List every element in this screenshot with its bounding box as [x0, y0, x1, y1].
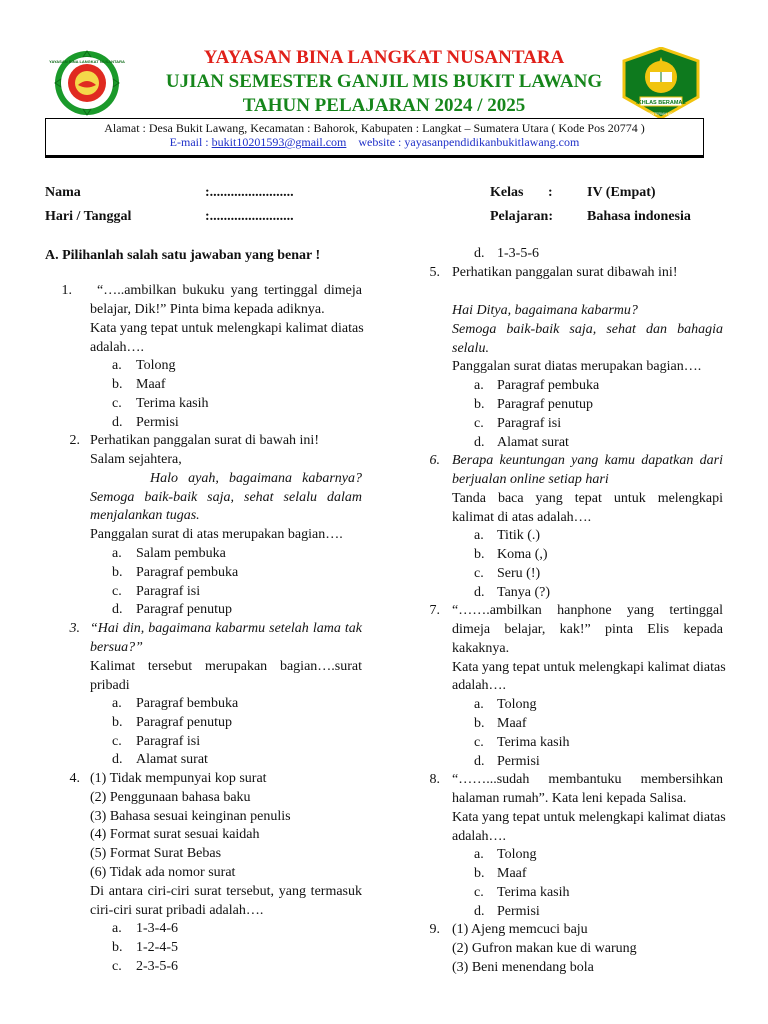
option-letter: d.	[474, 246, 485, 261]
option-letter: c.	[474, 735, 484, 750]
criteria-item: (6) Tidak ada nomor surat	[90, 865, 236, 880]
option-letter: b.	[112, 565, 123, 580]
option-text[interactable]: Paragraf bembuka	[136, 696, 239, 711]
email-link[interactable]: bukit10201593@gmail.com	[211, 135, 347, 149]
option-text[interactable]: Alamat surat	[497, 435, 569, 450]
website-text: website : yayasanpendidikanbukitlawang.com	[358, 135, 580, 149]
academic-year: TAHUN PELAJARAN 2024 / 2025	[242, 95, 526, 116]
question-text: menjalankan tugas.	[90, 508, 200, 523]
option-text[interactable]: Terima kasih	[497, 735, 570, 750]
option-text[interactable]: Terima kasih	[497, 885, 570, 900]
option-text[interactable]: Salam pembuka	[136, 546, 226, 561]
option-text[interactable]: Koma (,)	[497, 547, 548, 562]
option-letter: c.	[474, 416, 484, 431]
option-text[interactable]: 1-3-5-6	[497, 246, 539, 261]
question-text: ciri-ciri surat pribadi adalah….	[90, 903, 264, 918]
question-text: Berapa keuntungan yang kamu dapatkan dari	[452, 453, 723, 468]
question-text: halaman rumah”. Kata leni kepada Salisa.	[452, 791, 687, 806]
question-number: 1.	[61, 283, 72, 298]
option-letter: d.	[112, 602, 123, 617]
criteria-item: (2) Penggunaan bahasa baku	[90, 790, 251, 805]
class-label: Kelas	[490, 185, 524, 200]
option-text[interactable]: Paragraf isi	[497, 416, 562, 431]
option-letter: b.	[474, 716, 485, 731]
question-text: Hai Ditya, bagaimana kabarmu?	[452, 303, 638, 318]
question-text: Kata yang tepat untuk melengkapi kalimat diatas	[90, 321, 364, 336]
option-letter: a.	[112, 921, 122, 936]
option-letter: b.	[474, 547, 485, 562]
question-number: 3.	[69, 621, 80, 636]
option-letter: b.	[112, 377, 123, 392]
option-text[interactable]: Tolong	[497, 697, 537, 712]
name-field[interactable]: :........................	[205, 185, 294, 200]
question-number: 8.	[429, 772, 440, 787]
option-text[interactable]: Seru (!)	[497, 566, 541, 581]
question-text: Di antara ciri-ciri surat tersebut, yang termasuk	[90, 884, 362, 899]
option-letter: a.	[474, 697, 484, 712]
option-letter: d.	[112, 752, 123, 767]
question-number: 5.	[429, 265, 440, 280]
option-text[interactable]: 1-3-4-6	[136, 921, 178, 936]
option-text[interactable]: Paragraf isi	[136, 734, 201, 749]
question-number: 7.	[429, 603, 440, 618]
option-letter: c.	[112, 584, 122, 599]
address-line: Alamat : Desa Bukit Lawang, Kecamatan : Bahorok, Kabupaten : Langkat – Sumatera Utara ( Kode Pos 20774 )	[104, 121, 645, 135]
contact-line	[46, 135, 703, 149]
email-label: E-mail :	[169, 135, 212, 149]
option-letter: b.	[112, 940, 123, 955]
option-letter: b.	[112, 715, 123, 730]
option-text[interactable]: Permisi	[136, 415, 179, 430]
question-text: pribadi	[90, 678, 130, 693]
option-letter: a.	[112, 546, 122, 561]
question-text: “Hai din, bagaimana kabarmu setelah lama tak	[90, 621, 362, 636]
question-text: bersua?”	[90, 640, 143, 655]
question-text: selalu.	[452, 341, 489, 356]
question-number: 4.	[69, 771, 80, 786]
statement-item: (3) Beni menendang bola	[452, 960, 594, 975]
criteria-item: (3) Bahasa sesuai keinginan penulis	[90, 809, 291, 824]
question-text: “…..ambilkan bukuku yang tertinggal dimeja	[97, 283, 362, 298]
subject-value: Bahasa indonesia	[587, 209, 691, 224]
question-text: “……...sudah membantuku membersihkan	[452, 772, 723, 787]
option-letter: d.	[474, 585, 485, 600]
option-letter: c.	[112, 734, 122, 749]
statement-item: (2) Gufron makan kue di warung	[452, 941, 637, 956]
option-letter: c.	[112, 959, 122, 974]
question-text: “…….ambilkan hanphone yang tertinggal	[452, 603, 723, 618]
option-letter: c.	[474, 566, 484, 581]
foundation-title: YAYASAN BINA LANGKAT NUSANTARA	[203, 47, 565, 68]
criteria-item: (5) Format Surat Bebas	[90, 846, 222, 861]
option-text[interactable]: Titik (.)	[497, 528, 541, 543]
statement-item: (1) Ajeng memcuci baju	[452, 922, 588, 937]
option-letter: d.	[112, 415, 123, 430]
question-text: Halo ayah, bagaimana kabarnya?	[150, 471, 362, 486]
date-field[interactable]: :........................	[205, 209, 294, 224]
question-number: 2.	[69, 433, 80, 448]
address-box	[45, 118, 704, 156]
class-separator: :	[548, 185, 553, 200]
option-letter: b.	[474, 397, 485, 412]
question-text: adalah….	[90, 340, 145, 355]
option-text[interactable]: Paragraf penutup	[136, 602, 233, 617]
question-text: Salam sejahtera,	[90, 452, 182, 467]
question-text: kalimat di atas adalah….	[452, 510, 592, 525]
option-text[interactable]: 2-3-5-6	[136, 959, 178, 974]
option-letter: b.	[474, 866, 485, 881]
question-text: Panggalan surat di atas merupakan bagian….	[90, 527, 343, 542]
question-text: dimeja belajar, kak!” pinta Elis kepada	[452, 622, 723, 637]
option-text[interactable]: Maaf	[136, 377, 166, 392]
question-text: Semoga baik-baik saja, sehat selalu dalam	[90, 490, 362, 505]
option-letter: a.	[112, 696, 122, 711]
option-text[interactable]: Terima kasih	[136, 396, 209, 411]
question-number: 6.	[429, 453, 440, 468]
ministry-logo-ribbon: IKHLAS BERAMAL	[636, 100, 686, 106]
subject-label: Pelajaran:	[490, 209, 553, 224]
question-text: adalah….	[452, 678, 507, 693]
option-text[interactable]: Maaf	[497, 716, 527, 731]
question-text: Kata yang tepat untuk melengkapi kalimat diatas	[452, 810, 726, 825]
option-text[interactable]: Paragraf isi	[136, 584, 201, 599]
option-letter: a.	[112, 358, 122, 373]
option-text[interactable]: 1-2-4-5	[136, 940, 178, 955]
criteria-item: (1) Tidak mempunyai kop surat	[90, 771, 267, 786]
option-text[interactable]: Tolong	[136, 358, 176, 373]
ministry-logo-text: KEMENTERIAN AGAMA	[641, 112, 681, 116]
option-letter: a.	[474, 378, 484, 393]
option-text[interactable]: Paragraf penutup	[136, 715, 233, 730]
option-letter: d.	[474, 435, 485, 450]
question-text: Tanda baca yang tepat untuk melengkapi	[452, 491, 723, 506]
question-text: kakaknya.	[452, 641, 510, 656]
option-text[interactable]: Paragraf pembuka	[497, 378, 600, 393]
question-text: Kalimat tersebut merupakan bagian….surat	[90, 659, 362, 674]
header-divider	[45, 156, 704, 158]
option-text[interactable]: Maaf	[497, 866, 527, 881]
option-letter: a.	[474, 847, 484, 862]
option-text[interactable]: Permisi	[497, 754, 540, 769]
question-text: Perhatikan panggalan surat dibawah ini!	[452, 265, 678, 280]
question-text: Perhatikan panggalan surat di bawah ini!	[90, 433, 319, 448]
option-text[interactable]: Paragraf penutup	[497, 397, 594, 412]
exam-title: UJIAN SEMESTER GANJIL MIS BUKIT LAWANG	[165, 71, 603, 92]
date-label: Hari / Tanggal	[45, 209, 132, 224]
question-text: Semoga baik-baik saja, sehat dan bahagia	[452, 322, 723, 337]
option-text[interactable]: Permisi	[497, 904, 540, 919]
option-letter: a.	[474, 528, 484, 543]
option-letter: c.	[474, 885, 484, 900]
criteria-item: (4) Format surat sesuai kaidah	[90, 827, 260, 842]
option-letter: d.	[474, 754, 485, 769]
option-letter: d.	[474, 904, 485, 919]
question-text: berjualan online setiap hari	[452, 472, 609, 487]
question-text: Panggalan surat diatas merupakan bagian….	[452, 359, 702, 374]
question-number: 9.	[429, 922, 440, 937]
foundation-logo-text: YAYASAN BINA LANGKAT NUSANTARA	[49, 59, 125, 64]
name-label: Nama	[45, 185, 81, 200]
question-text: adalah….	[452, 829, 507, 844]
option-text[interactable]: Tanya (?)	[497, 585, 551, 600]
option-text[interactable]: Tolong	[497, 847, 537, 862]
class-value: IV (Empat)	[587, 185, 656, 200]
question-text: belajar, Dik!” Pinta bima kepada adiknya.	[90, 302, 325, 317]
section-a-heading: A. Pilihanlah salah satu jawaban yang benar !	[45, 248, 321, 263]
option-text[interactable]: Alamat surat	[136, 752, 208, 767]
question-text: Kata yang tepat untuk melengkapi kalimat diatas	[452, 660, 726, 675]
option-text[interactable]: Paragraf pembuka	[136, 565, 239, 580]
option-letter: c.	[112, 396, 122, 411]
